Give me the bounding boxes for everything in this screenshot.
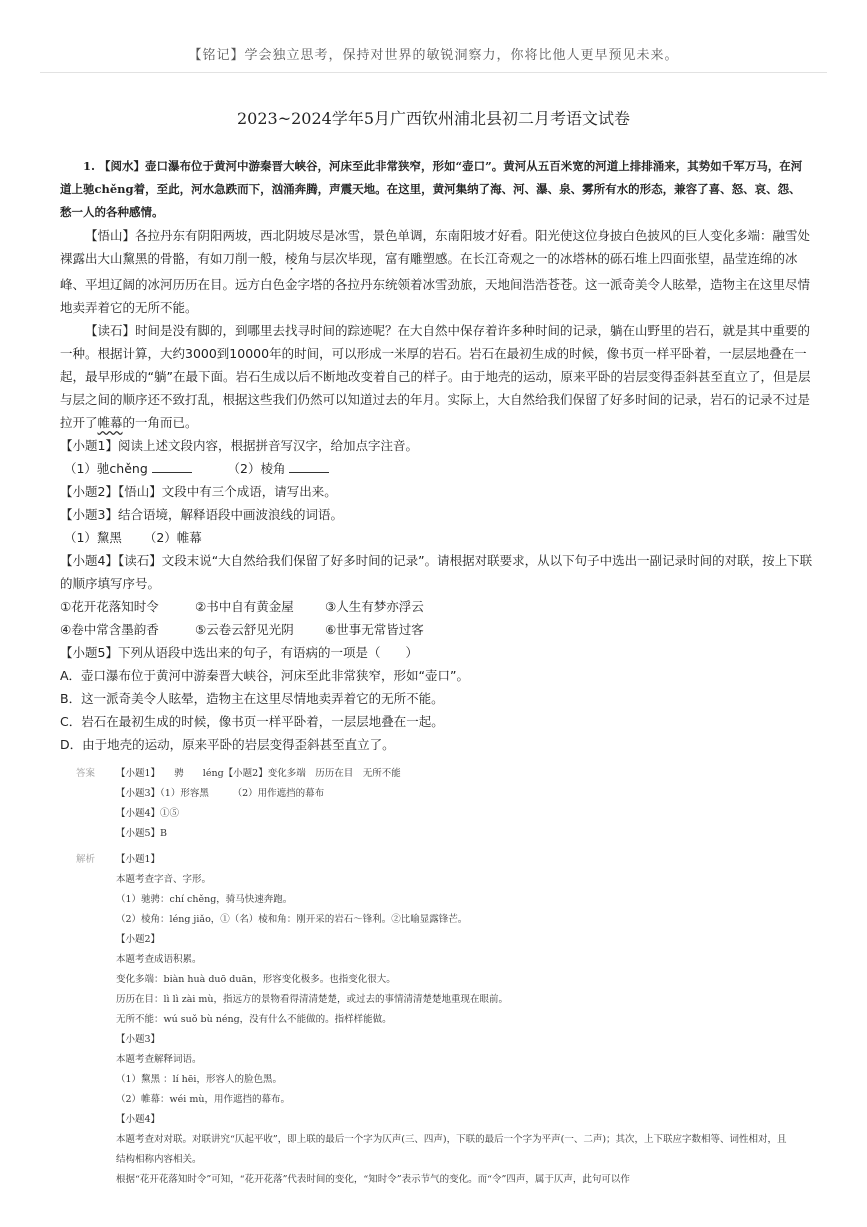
exam-title: 2023~2024学年5月广西钦州浦北县初二月考语文试卷 <box>236 109 631 128</box>
sub-question-4-options-row1 <box>60 595 820 618</box>
answer-blank-1[interactable] <box>152 460 192 473</box>
couplet-option-3: ③人生有梦亦浮云 <box>325 599 424 614</box>
sub1-item-b: （2）棱角 <box>227 461 286 476</box>
answer-line: 【小题3】（1）形容黑 （2）用作遮挡的幕布 <box>116 788 325 799</box>
analysis-line: 本题考查字音、字形。 <box>116 874 212 885</box>
passage-yueshui: 1. 【阅水】壶口瀑布位于黄河中游秦晋大峡谷，河床至此非常狭窄，形如“壶口”。黄河从五百米宽的河道上排排涌来，其势如千军万马，在河道上驰chěng着，至此，河水急跌而下，汹涌奔腾，声震天地。在这里，黄河集纳了海、河、瀑、泉、雾所有水的形态，兼容了喜、怒、哀、怨、愁一人的各种感情。 <box>60 159 803 219</box>
couplet-option-6: ⑥世事无常皆过客 <box>325 622 424 637</box>
answer-line: 【小题5】B <box>116 828 168 839</box>
header-motto: 【铭记】学会独立思考，保持对世界的敏锐洞察力，你将比他人更早预见未来。 <box>188 48 679 63</box>
wavy-word-weimu: 帷幕 <box>97 415 123 430</box>
sub1-item-a: （1）驰chěng <box>63 461 148 476</box>
passage-wushan <box>60 224 820 319</box>
passage-wushan-part1: 【悟山】各拉丹东有阴阳两坡，西北阴坡尽是冰雪，景色单调，东南阳坡才好看。阳光使这位身披白色披风的巨人变化多端：融雪处裸露出大山黧黑的骨骼，有如刀削一般， <box>60 228 811 266</box>
answer-line: 【小题4】①⑤ <box>116 808 180 819</box>
question-body <box>60 224 820 756</box>
couplet-option-1: ①花开花落知时令 <box>60 599 159 614</box>
passage-wushan-part2: 角与层次毕现，富有雕塑感。在长江奇观之一的冰塔林的砾石堆上四面张望，晶莹连绵的冰峰、平坦辽阔的冰河历历在目。远方白色金字塔的各拉丹东统领着冰雪劲旅，天地间浩浩苍苍。这一派奇美令人眩晕，造物主在这里尽情地卖弄着它的无所不能。 <box>60 251 811 315</box>
analysis-line: 【小题1】 <box>116 854 161 865</box>
choice-d[interactable]: D．由于地壳的运动，原来平卧的岩层变得歪斜甚至直立了。 <box>60 737 395 752</box>
passage-dushi-part1: 【读石】时间是没有脚的，到哪里去找寻时间的踪迹呢？在大自然中保存着许多种时间的记录，躺在山野里的岩石，就是其中重要的一种。根据计算，大约3000到10000年的时间，可以形成一米厚的岩石。岩石在最初生成的时候，像书页一样平卧着，一层层地叠在一起，最早形成的“躺”在最下面。岩石生成以后不断地改变着自己的样子。由于地壳的运动，原来平卧的岩层变得歪斜甚至直立了，但是层与层之间的顺序还不致打乱，根据这些我们仍然可以知道过去的年月。实际上，大自然给我们保留了好多时间的记录，岩石的记录不过是拉开了 <box>60 323 811 430</box>
sub-question-3-items <box>60 526 820 549</box>
analysis-line: 本题考查对对联。对联讲究“仄起平收”，即上联的最后一个字为仄声(三、四声)，下联的最后一个字为平声(一、二声)；其次，上下联应字数相等、词性相对，且结构相称内容相关。 <box>116 1134 787 1165</box>
question-1-intro <box>60 155 812 224</box>
choice-c[interactable]: C．岩石在最初生成的时候，像书页一样平卧着，一层层地叠在一起。 <box>60 714 444 729</box>
analysis-line: 【小题2】 <box>116 934 161 945</box>
sub-question-1: 【小题1】阅读上述文段内容，根据拼音写汉字，给加点字注音。 <box>60 438 418 453</box>
analysis-body <box>116 850 796 1190</box>
sub-question-4-options-row2 <box>60 618 820 641</box>
header-divider <box>40 72 827 73</box>
analysis-line: 【小题3】 <box>116 1034 161 1045</box>
analysis-line: 本题考查成语积累。 <box>116 954 202 965</box>
couplet-option-5: ⑤云卷云舒见光阴 <box>195 622 294 637</box>
choice-a[interactable]: A．壶口瀑布位于黄河中游秦晋大峡谷，河床至此非常狭窄，形如“壶口”。 <box>60 668 470 683</box>
analysis-line: 本题考查解释词语。 <box>116 1054 202 1065</box>
analysis-line: （1）黧黑 ：lí hēi，形容人的脸色黑。 <box>116 1074 282 1085</box>
answer-body <box>116 764 796 844</box>
analysis-line: 根据“花开花落知时令”可知，“花开花落”代表时间的变化，“知时令”表示节气的变化。而“令”四声，属于仄声，此句可以作 <box>116 1174 630 1185</box>
sub-question-4: 【小题4】【读石】文段末说“大自然给我们保留了好多时间的记录”。请根据对联要求，从以下句子中选出一副记录时间的对联，按上下联的顺序填写序号。 <box>60 553 813 591</box>
couplet-option-2: ②书中自有黄金屋 <box>195 599 294 614</box>
answer-line: 【小题1】 骋 léng【小题2】变化多端 历历在目 无所不能 <box>116 768 401 779</box>
sub3-item-a: （1）黧黑 <box>63 530 122 545</box>
answer-blank-2[interactable] <box>289 460 329 473</box>
passage-dushi <box>60 319 820 434</box>
passage-dushi-part2: 的一角而已。 <box>122 415 198 430</box>
sub-question-5: 【小题5】下列从语段中选出来的句子，有语病的一项是（ ） <box>60 645 418 660</box>
analysis-line: （1）驰骋：chí chěng，骑马快速奔跑。 <box>116 894 293 905</box>
sub3-item-b: （2）帷幕 <box>143 530 202 545</box>
analysis-line: （2）棱角：léng jiǎo，①（名）棱和角：刚开采的岩石〜锋利。②比喻显露锋芒。 <box>116 914 468 925</box>
sub-question-2: 【小题2】【悟山】文段中有三个成语，请写出来。 <box>60 484 337 499</box>
choice-b[interactable]: B．这一派奇美令人眩晕，造物主在这里尽情地卖弄着它的无所不能。 <box>60 691 444 706</box>
answer-label: 答案 <box>76 768 96 779</box>
sub-question-3: 【小题3】结合语境，解释语段中画波浪线的词语。 <box>60 507 343 522</box>
analysis-label: 解析 <box>76 854 96 865</box>
couplet-option-4: ④卷中常含墨韵香 <box>60 622 159 637</box>
analysis-line: 无所不能：wú suǒ bù néng，没有什么不能做的。指样样能做。 <box>116 1014 392 1025</box>
analysis-line: （2）帷幕：wéi mù，用作遮挡的幕布。 <box>116 1094 290 1105</box>
sub-question-1-items <box>60 457 820 480</box>
dotted-char-ling: 棱 <box>285 251 298 266</box>
analysis-line: 变化多端：biàn huà duō duān，形容变化极多。也指变化很大。 <box>116 974 396 985</box>
analysis-line: 【小题4】 <box>116 1114 161 1125</box>
analysis-line: 历历在目：lì lì zài mù，指远方的景物看得清清楚楚，或过去的事情清清楚楚地重现在眼前。 <box>116 994 509 1005</box>
